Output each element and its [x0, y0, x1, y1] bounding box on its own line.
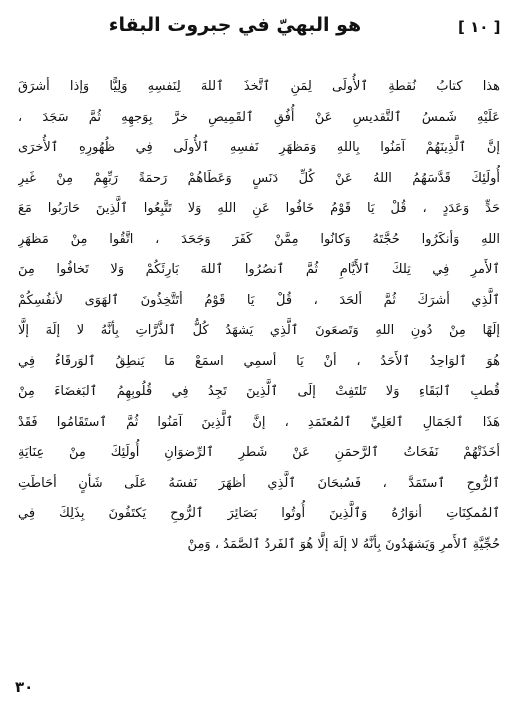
page-header — [0, 14, 517, 46]
text-line: عَلَيْهِ شَمسُ ٱلتَّقديسِ عَنْ أُفُقِ ٱلقَمِيصِ خرَّ بِوَجهِهِ ثُمَّ سَجَدَ ، — [18, 109, 500, 125]
text-line: هَذَا ٱلجَمَالِ ٱلعَلِيِّ ٱلمُعتَمَدِ ، إنَّ ٱلَّذِينَ آمَنُوا ثُمَّ ٱستَقَامُوا فَقَدْ — [18, 414, 500, 430]
text-line: إلَهًا مِنْ دُونِ اللهِ وَتَصعَونَ ٱلَّذِي يَشهَدُ كُلُّ ٱلذَّرَّاتِ بِأنَّهُ لا إلَهَ إلَّا — [18, 323, 500, 338]
text-line: ٱلأَمرِ فِي تِلكَ ٱلأَيَّامِ ثُمَّ ٱنصُرُوا ٱللهَ بَارِئَكُمْ وَلا تَخافُوا مِنَ — [18, 262, 500, 277]
page-title: هو البهيّ في جبروت البقاء — [108, 14, 362, 36]
text-line: ٱلمُمكِنَاتِ أنوَارُهُ وَٱلَّذِينَ أُوتُوا بَصَائِرَ ٱلرُّوحِ يَكتَفُونَ بِذَلِكَ فِي — [18, 506, 500, 521]
text-line: قُطبِ ٱلبَقَاءِ وَلا تَلتَفِتْ إلَى ٱلَّذِينَ تَجِدُ فِي قُلُوبِهِمُ ٱلبَغضَاءَ مِنْ — [18, 384, 500, 399]
text-line: ٱلرُّوحِ ٱستَمَدَّ ، فَسُبحَانَ ٱلَّذِي أظهَرَ نَفسَهُ عَلَى شَأنٍ أحَاطَتِ — [18, 475, 500, 491]
section-number: [ ١٠ ] — [458, 18, 501, 36]
text-line: إنَّ ٱلَّذِينَهُمْ آمَنُوا بِاللهِ وَمَظهَرِ نَفسِهِ ٱلأُولَى فِي ظُهُورِهِ ٱلأُخرَى — [18, 140, 500, 155]
body-text — [18, 72, 500, 560]
text-line: أخَذَتْهُمْ نَفَحَاتُ ٱلرَّحمَنِ عَنْ شَطرِ ٱلرِّضوَانِ أُولَئِكَ مِنْ عِنَايَةِ — [18, 445, 500, 460]
text-line: ٱلَّذِي أشرَكَ ثُمَّ ألحَدَ ، قُلْ يَا قَوْمُ أتَتَّخِذُونَ ٱلهَوَى لأنفُسِكُمْ — [18, 292, 500, 308]
page-number: ٣٠ — [15, 678, 34, 696]
text-line: أُولَئِكَ قَدَّسَهُمُ اللهُ عَنْ كُلِّ دَنَسٍ وَعَطَاهُمْ رَحمَةً رَبِّهِمْ مِنْ غَيرِ — [18, 170, 500, 186]
text-line: اللهِ وَأنكَرُوا حُجَّتَهُ وَكانُوا مِمَّنْ كَفَرَ وَجَحَدَ ، اتَّقُوا مِنْ مَظهَرِ — [18, 231, 500, 247]
text-line: حُجِّيَّةِ ٱلأَمرِ وَيَشهَدُونَ بِأنَّهُ لا إلَهَ إلَّا هُوَ ٱلفَردُ ٱلصَّمَدُ ، وَمِنْ — [187, 536, 500, 552]
text-line: هذا كتابُ نُقطةِ ٱلأُولَى لِمَنِ ٱتَّخذَ ٱللهَ لِنَفسِهِ وَلِيًّا وَإذا أشرَقَ — [18, 79, 500, 94]
text-line: حَدٍّ وَعَدَدٍ ، قُلْ يَا قَوْمُ خَافُوا عَنِ اللهِ وَلا تَتَّبِعُوا ٱلَّذِينَ حَارَبُوا مَعَ — [18, 201, 500, 216]
text-line: هُوَ ٱلوَاحِدُ ٱلأَحَدُ ، أنْ يَا أسمِي اسمَعْ مَا يَنطِقُ ٱلوَرقَاءُ فِي — [18, 353, 500, 369]
